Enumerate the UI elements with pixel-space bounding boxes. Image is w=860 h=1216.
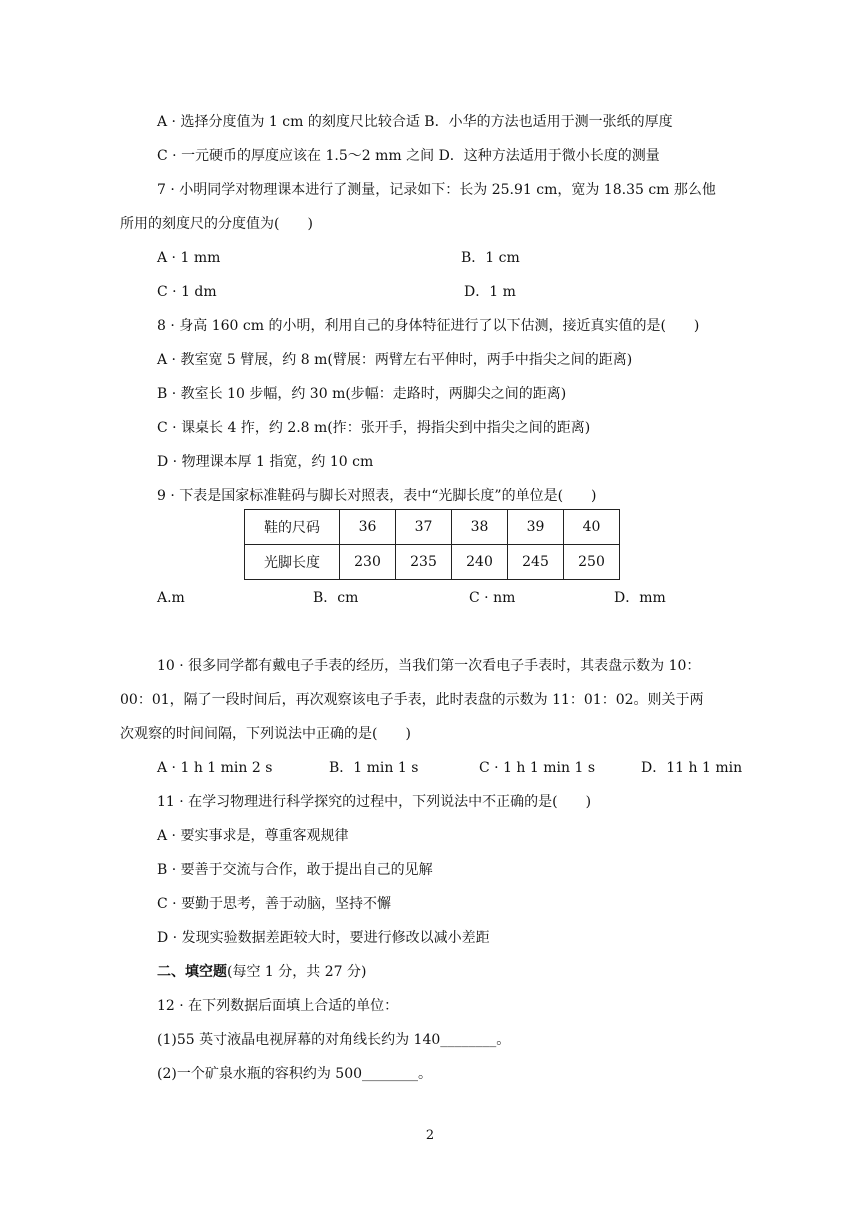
q10-option-c: C · 1 h 1 min 1 s [479,760,596,776]
table-cell: 245 [508,545,564,580]
q8-stem: 8 · 身高 160 cm 的小明，利用自己的身体特征进行了以下估测，接近真实值的是( ) [157,318,700,334]
q10-stem-line3: 次观察的时间间隔，下列说法中正确的是( ) [120,726,411,742]
q8-option-b: B · 教室长 10 步幅，约 30 m(步幅：走路时，两脚尖之间的距离) [157,386,567,402]
table-row-label: 光脚长度 [245,545,340,580]
section-title: 二、填空题 [157,964,227,980]
q7-option-a: A · 1 mm [157,250,221,266]
q11-option-a: A · 要实事求是，尊重客观规律 [157,828,349,844]
q10-option-b: B．1 min 1 s [329,760,419,776]
q12-item-1: (1)55 英寸液晶电视屏幕的对角线长约为 140________。 [157,1032,511,1048]
page-number: 2 [425,1128,435,1143]
q9-stem: 9 · 下表是国家标准鞋码与脚长对照表，表中“光脚长度”的单位是( ) [157,488,597,504]
q10-option-d: D．11 h 1 min [641,760,743,776]
table-cell: 250 [564,545,620,580]
q7-option-d: D．1 m [464,284,516,300]
q8-option-d: D · 物理课本厚 1 指宽，约 10 cm [157,454,374,470]
table-cell: 230 [340,545,396,580]
table-row [245,510,620,545]
q7-option-b: B．1 cm [461,250,520,266]
q9-option-d: D．mm [614,590,666,606]
q7-stem-line2: 所用的刻度尺的分度值为( ) [120,216,313,232]
section-note: (每空 1 分，共 27 分) [227,964,367,980]
q6-options-ab: A · 选择分度值为 1 cm 的刻度尺比较合适 B．小华的方法也适用于测一张纸的厚度 [157,114,673,130]
table-cell: 39 [508,510,564,545]
q9-option-a: A.m [157,590,185,606]
table-row-label: 鞋的尺码 [245,510,340,545]
q8-option-c: C · 课桌长 4 拃，约 2.8 m(拃：张开手，拇指尖到中指尖之间的距离) [157,420,591,436]
q10-stem-line1: 10 · 很多同学都有戴电子手表的经历，当我们第一次看电子手表时，其表盘示数为 10： [157,658,701,674]
q11-option-d: D · 发现实验数据差距较大时，要进行修改以减小差距 [157,930,490,946]
table-cell: 235 [396,545,452,580]
q11-option-b: B · 要善于交流与合作，敢于提出自己的见解 [157,862,433,878]
q12-stem: 12 · 在下列数据后面填上合适的单位： [157,998,399,1014]
q7-option-c: C · 1 dm [157,284,217,300]
shoe-size-table [244,509,620,580]
section-heading [157,962,366,982]
table-cell: 37 [396,510,452,545]
q6-options-cd: C · 一元硬币的厚度应该在 1.5～2 mm 之间 D．这种方法适用于微小长度的测量 [157,148,660,164]
q11-stem: 11 · 在学习物理进行科学探究的过程中，下列说法中不正确的是( ) [157,794,592,810]
q10-option-a: A · 1 h 1 min 2 s [157,760,273,776]
q9-option-b: B．cm [313,590,359,606]
table-cell: 240 [452,545,508,580]
q8-option-a: A · 教室宽 5 臂展，约 8 m(臂展：两臂左右平伸时，两手中指尖之间的距离) [157,352,633,368]
q10-stem-line2: 00：01，隔了一段时间后，再次观察该电子手表，此时表盘的示数为 11：01：02。则关于两 [120,692,704,708]
q11-option-c: C · 要勤于思考，善于动脑，坚持不懈 [157,896,392,912]
table-cell: 36 [340,510,396,545]
q12-item-2: (2)一个矿泉水瓶的容积约为 500________。 [157,1066,433,1082]
table-cell: 40 [564,510,620,545]
q9-option-c: C · nm [469,590,516,606]
q7-stem-line1: 7 · 小明同学对物理课本进行了测量，记录如下：长为 25.91 cm，宽为 18.35 cm 那么他 [157,182,716,198]
table-cell: 38 [452,510,508,545]
table-row [245,545,620,580]
